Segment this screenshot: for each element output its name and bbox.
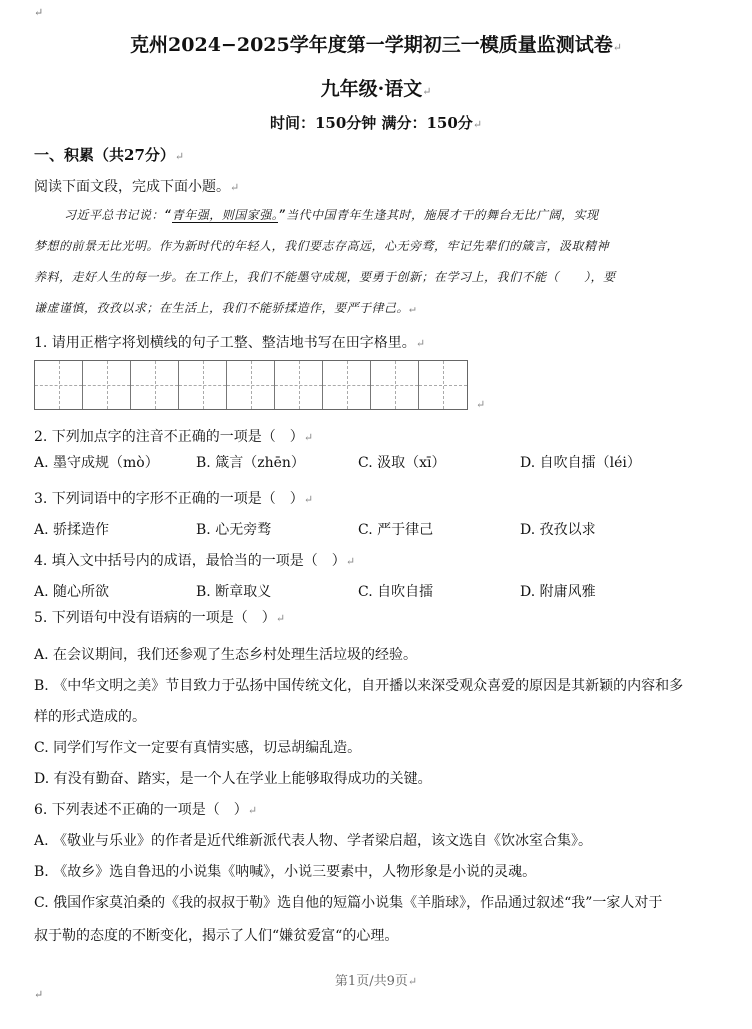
exam-title: 克州2024−2025学年度第一学期初三一模质量监测试卷↵ <box>130 34 622 56</box>
exam-time-line: 时间：150分钟 满分：150分↵ <box>269 114 483 132</box>
option-a[interactable]: A. 墨守成规（mò） <box>34 455 159 471</box>
grid-cell[interactable] <box>323 361 371 409</box>
question-5-stem: 5. 下列语句中没有语病的一项是（ ）↵ <box>34 610 286 626</box>
grid-cell[interactable] <box>179 361 227 409</box>
question-5-option-a[interactable]: A. 在会议期间，我们还参观了生态乡村处理生活垃圾的经验。 <box>34 647 418 663</box>
passage-line-4: 谦虚谨慎，孜孜以求；在生活上，我们不能骄揉造作，要严于律己。↵ <box>34 301 417 315</box>
question-5-option-b-line2[interactable]: 样的形式造成的。 <box>34 709 146 725</box>
option-b[interactable]: B. 心无旁骛 <box>196 522 272 538</box>
grid-cell[interactable] <box>83 361 131 409</box>
exam-subtitle: 九年级·语文↵ <box>320 78 432 100</box>
option-d[interactable]: D. 孜孜以求 <box>520 522 596 538</box>
passage-line-1: 习近平总书记说：“青年强，则国家强。”当代中国青年生逢其时，施展才干的舞台无比广阔，实现 <box>64 208 599 222</box>
passage-line-2: 梦想的前景无比光明。作为新时代的年轻人，我们要志存高远，心无旁骛，牢记先辈们的箴言，汲取精神 <box>34 239 610 253</box>
tianzige-grid[interactable] <box>34 360 468 410</box>
option-a[interactable]: A. 随心所欲 <box>34 584 110 600</box>
option-a[interactable]: A. 骄揉造作 <box>34 522 110 538</box>
option-b[interactable]: B. 断章取义 <box>196 584 272 600</box>
question-5-option-b-line1[interactable]: B. 《中华文明之美》节目致力于弘扬中国传统文化，自开播以来深受观众喜爱的原因是其新颖的内容和多 <box>34 678 684 694</box>
option-c[interactable]: C. 汲取（xī） <box>358 455 446 471</box>
option-b[interactable]: B. 箴言（zhēn） <box>196 455 305 471</box>
question-6-option-a[interactable]: A. 《敬业与乐业》的作者是近代维新派代表人物、学者梁启超，该文选自《饮冰室合集》。 <box>34 833 593 849</box>
passage-line-3: 养料，走好人生的每一步。在工作上，我们不能墨守成规，要勇于创新；在学习上，我们不能（ ），要 <box>34 270 616 284</box>
question-6-stem: 6. 下列表述不正确的一项是（ ）↵ <box>34 802 258 818</box>
question-4-stem: 4. 填入文中括号内的成语，最恰当的一项是（ ）↵ <box>34 553 356 569</box>
grid-cell[interactable] <box>419 361 467 409</box>
instruction-text: 阅读下面文段，完成下面小题。↵ <box>34 179 240 195</box>
question-5-option-d[interactable]: D. 有没有勤奋、踏实，是一个人在学业上能够取得成功的关键。 <box>34 771 432 787</box>
grid-cell[interactable] <box>371 361 419 409</box>
grid-cell[interactable] <box>131 361 179 409</box>
option-d[interactable]: D. 附庸风雅 <box>520 584 596 600</box>
question-5-option-c[interactable]: C. 同学们写作文一定要有真情实感，切忌胡编乱造。 <box>34 740 362 756</box>
page-footer: 第1页/共9页↵ <box>334 974 418 989</box>
question-6-option-b[interactable]: B. 《故乡》选自鲁迅的小说集《呐喊》，小说三要素中，人物形象是小说的灵魂。 <box>34 864 537 880</box>
option-c[interactable]: C. 严于律己 <box>358 522 434 538</box>
grid-cell[interactable] <box>275 361 323 409</box>
question-6-option-c-line2[interactable]: 叔于勒的态度的不断变化，揭示了人们“嫌贫爱富“的心理。 <box>34 928 399 944</box>
grid-para-mark: ↵ <box>476 398 486 411</box>
grid-cell[interactable] <box>35 361 83 409</box>
option-d[interactable]: D. 自吹自擂（léi） <box>520 455 641 471</box>
question-2-stem: 2. 下列加点字的注音不正确的一项是（ ）↵ <box>34 429 314 445</box>
question-6-option-c-line1[interactable]: C. 俄国作家莫泊桑的《我的叔叔于勒》选自他的短篇小说集《羊脂球》，作品通过叙述“我”一家人对于 <box>34 895 663 911</box>
question-1: 1. 请用正楷字将划横线的句子工整、整洁地书写在田字格里。↵ <box>34 335 426 351</box>
underlined-sentence: 青年强，则国家强。 <box>171 208 279 222</box>
corner-mark-top: ↵ <box>34 6 44 19</box>
corner-mark-bottom: ↵ <box>34 988 44 1001</box>
grid-cell[interactable] <box>227 361 275 409</box>
question-3-stem: 3. 下列词语中的字形不正确的一项是（ ）↵ <box>34 491 314 507</box>
option-c[interactable]: C. 自吹自擂 <box>358 584 434 600</box>
section-heading: 一、积累（共27分）↵ <box>34 146 185 164</box>
